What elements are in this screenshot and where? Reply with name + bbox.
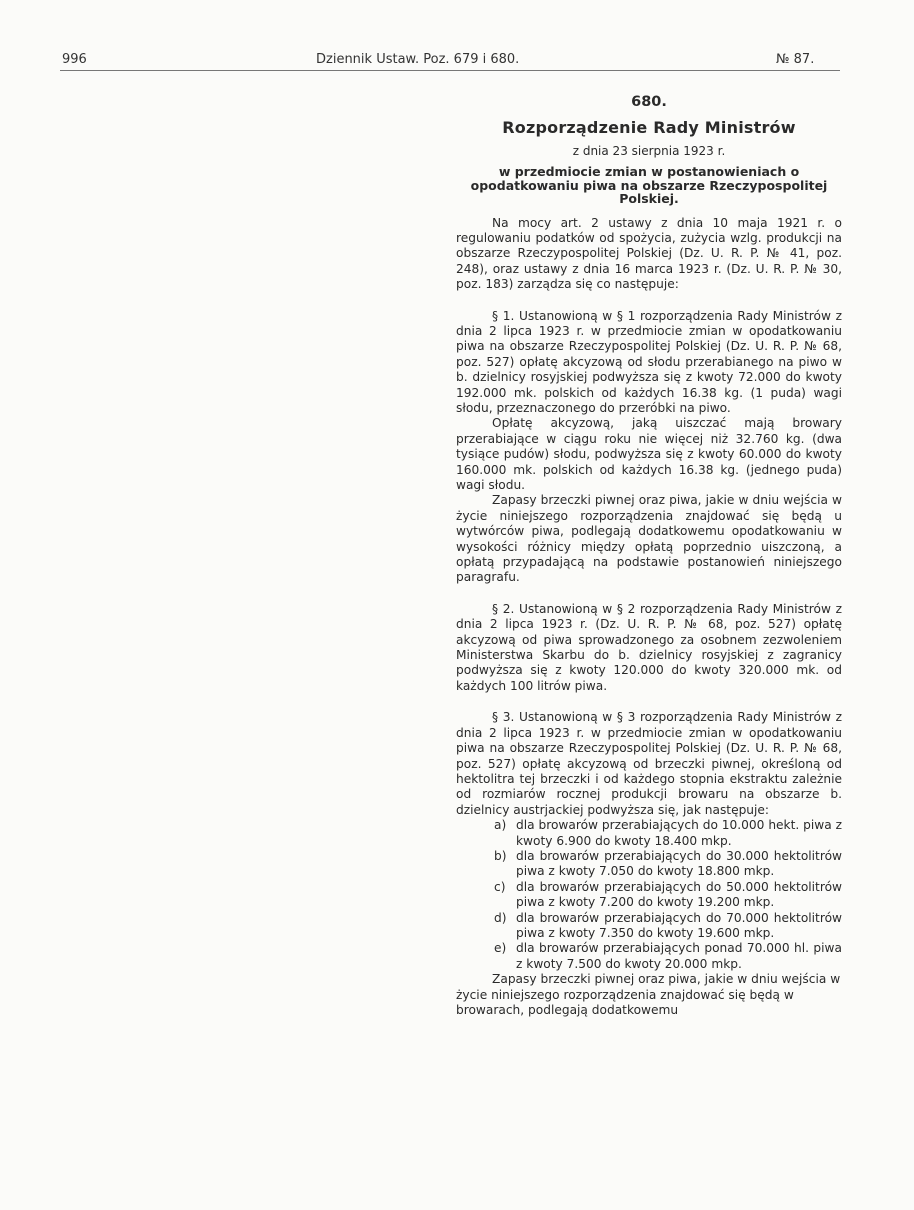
item-label: e) — [494, 941, 507, 956]
rate-list — [456, 818, 842, 972]
section-1-paragraph: Opłatę akcyzową, jaką uiszczać mają browary przerabiające w ciągu roku nie więcej niż 32.760 kg. (dwa tysiące pudów) słodu, podwyższa się z kwoty 60.000 do kwoty 160.000 mk. polskich od każdych 16.38 kg. (jednego puda) wagi słodu. — [456, 416, 842, 492]
decree-subject: w przedmiocie zmian w postanowieniach o opodatkowaniu piwa na obszarze Rzeczypospolitej Polskiej. — [470, 164, 828, 206]
list-item — [494, 911, 842, 942]
decree-number: 680. — [631, 94, 667, 110]
page-number: 996 — [62, 52, 87, 67]
header-rule — [60, 70, 840, 71]
list-item — [494, 818, 842, 849]
section-1-paragraph: Zapasy brzeczki piwnej oraz piwa, jakie w dniu wejścia w życie niniejszego rozporządzenia znajdować się będą u wytwórców piwa, podlegają dodatkowemu opodatkowaniu w wysokości różnicy między opłatą poprzednio uiszczoną, a opłatą przypadającą na podstawie postanowień niniejszego paragrafu. — [456, 493, 842, 585]
section-2-paragraph: § 2. Ustanowioną w § 2 rozporządzenia Rady Ministrów z dnia 2 lipca 1923 r. (Dz. U. R. P. № 68, poz. 527) opłatę akcyzową od piwa sprowadzonego za osobnem zezwoleniem Ministerstwa Skarbu do b. dzielnicy rosyjskiej z zagranicy podwyższa się z kwoty 120.000 do kwoty 320.000 mk. od każdych 100 litrów piwa. — [456, 601, 842, 693]
item-text: dla browarów przerabiających do 30.000 hektolitrów piwa z kwoty 7.050 do kwoty 18.800 mkp. — [516, 848, 842, 879]
issue-number: № 87. — [776, 52, 815, 67]
item-text: dla browarów przerabiających ponad 70.000 hl. piwa z kwoty 7.500 do kwoty 20.000 mkp. — [516, 941, 842, 971]
item-label: c) — [494, 879, 506, 894]
decree-title: Rozporządzenie Rady Ministrów — [502, 118, 796, 137]
section-1-paragraph: § 1. Ustanowioną w § 1 rozporządzenia Rady Ministrów z dnia 2 lipca 1923 r. w przedmiocie zmian w opodatkowaniu piwa na obszarze Rzeczypospolitej Polskiej (Dz. U. R. P. № 68, poz. 527) opłatę akcyzową od słodu przerabianego na piwo w b. dzielnicy rosyjskiej podwyższa się z kwoty 72.000 do kwoty 192.000 mk. polskich od każdych 16.38 kg. (1 puda) wagi słodu, przeznaczonego do przeróbki na piwo. — [456, 308, 842, 415]
preamble: Na mocy art. 2 ustawy z dnia 10 maja 1921 r. o regulowaniu podatków od spożycia, zużycia wzlg. produkcji na obszarze Rzeczypospolitej Polskiej (Dz. U. R. P. № 41, poz. 248), oraz ustawy z dnia 16 marca 1923 r. (Dz. U. R. P. № 30, poz. 183) zarządza się co następuje: — [456, 215, 842, 292]
list-item — [494, 849, 842, 880]
section-3-tail: Zapasy brzeczki piwnej oraz piwa, jakie w dniu wejścia w życie niniejszego rozporządzenia znajdować się będą w browarach, podlegają dodatkowemu — [456, 972, 841, 1017]
section-3-intro: § 3. Ustanowioną w § 3 rozporządzenia Rady Ministrów z dnia 2 lipca 1923 r. w przedmiocie zmian w opodatkowaniu piwa na obszarze Rzeczypospolitej Polskiej (Dz. U. R. P. № 68, poz. 527) opłatę akcyzową od brzeczki piwnej, określoną od hektolitra tej brzeczki i od każdego stopnia ekstraktu zależnie od rozmiarów rocznej produkcji browaru na obszarze b. dzielnicy austrjackiej podwyższa się, jak następuje: — [456, 710, 842, 817]
item-label: d) — [494, 910, 507, 925]
item-text: dla browarów przerabiających do 50.000 hektolitrów piwa z kwoty 7.200 do kwoty 19.200 mkp. — [516, 879, 842, 910]
decree-column — [456, 94, 842, 1018]
item-label: a) — [494, 818, 507, 833]
item-text: dla browarów przerabiających do 70.000 hektolitrów piwa z kwoty 7.350 do kwoty 19.600 mkp. — [516, 910, 842, 940]
item-text: dla browarów przerabiających do 10.000 hekt. piwa z kwoty 6.900 do kwoty 18.400 mkp. — [516, 818, 842, 848]
list-item — [494, 880, 842, 911]
journal-title: Dziennik Ustaw. Poz. 679 i 680. — [316, 52, 520, 67]
decree-date: z dnia 23 sierpnia 1923 r. — [572, 144, 726, 158]
item-label: b) — [494, 848, 507, 863]
list-item — [494, 941, 842, 972]
